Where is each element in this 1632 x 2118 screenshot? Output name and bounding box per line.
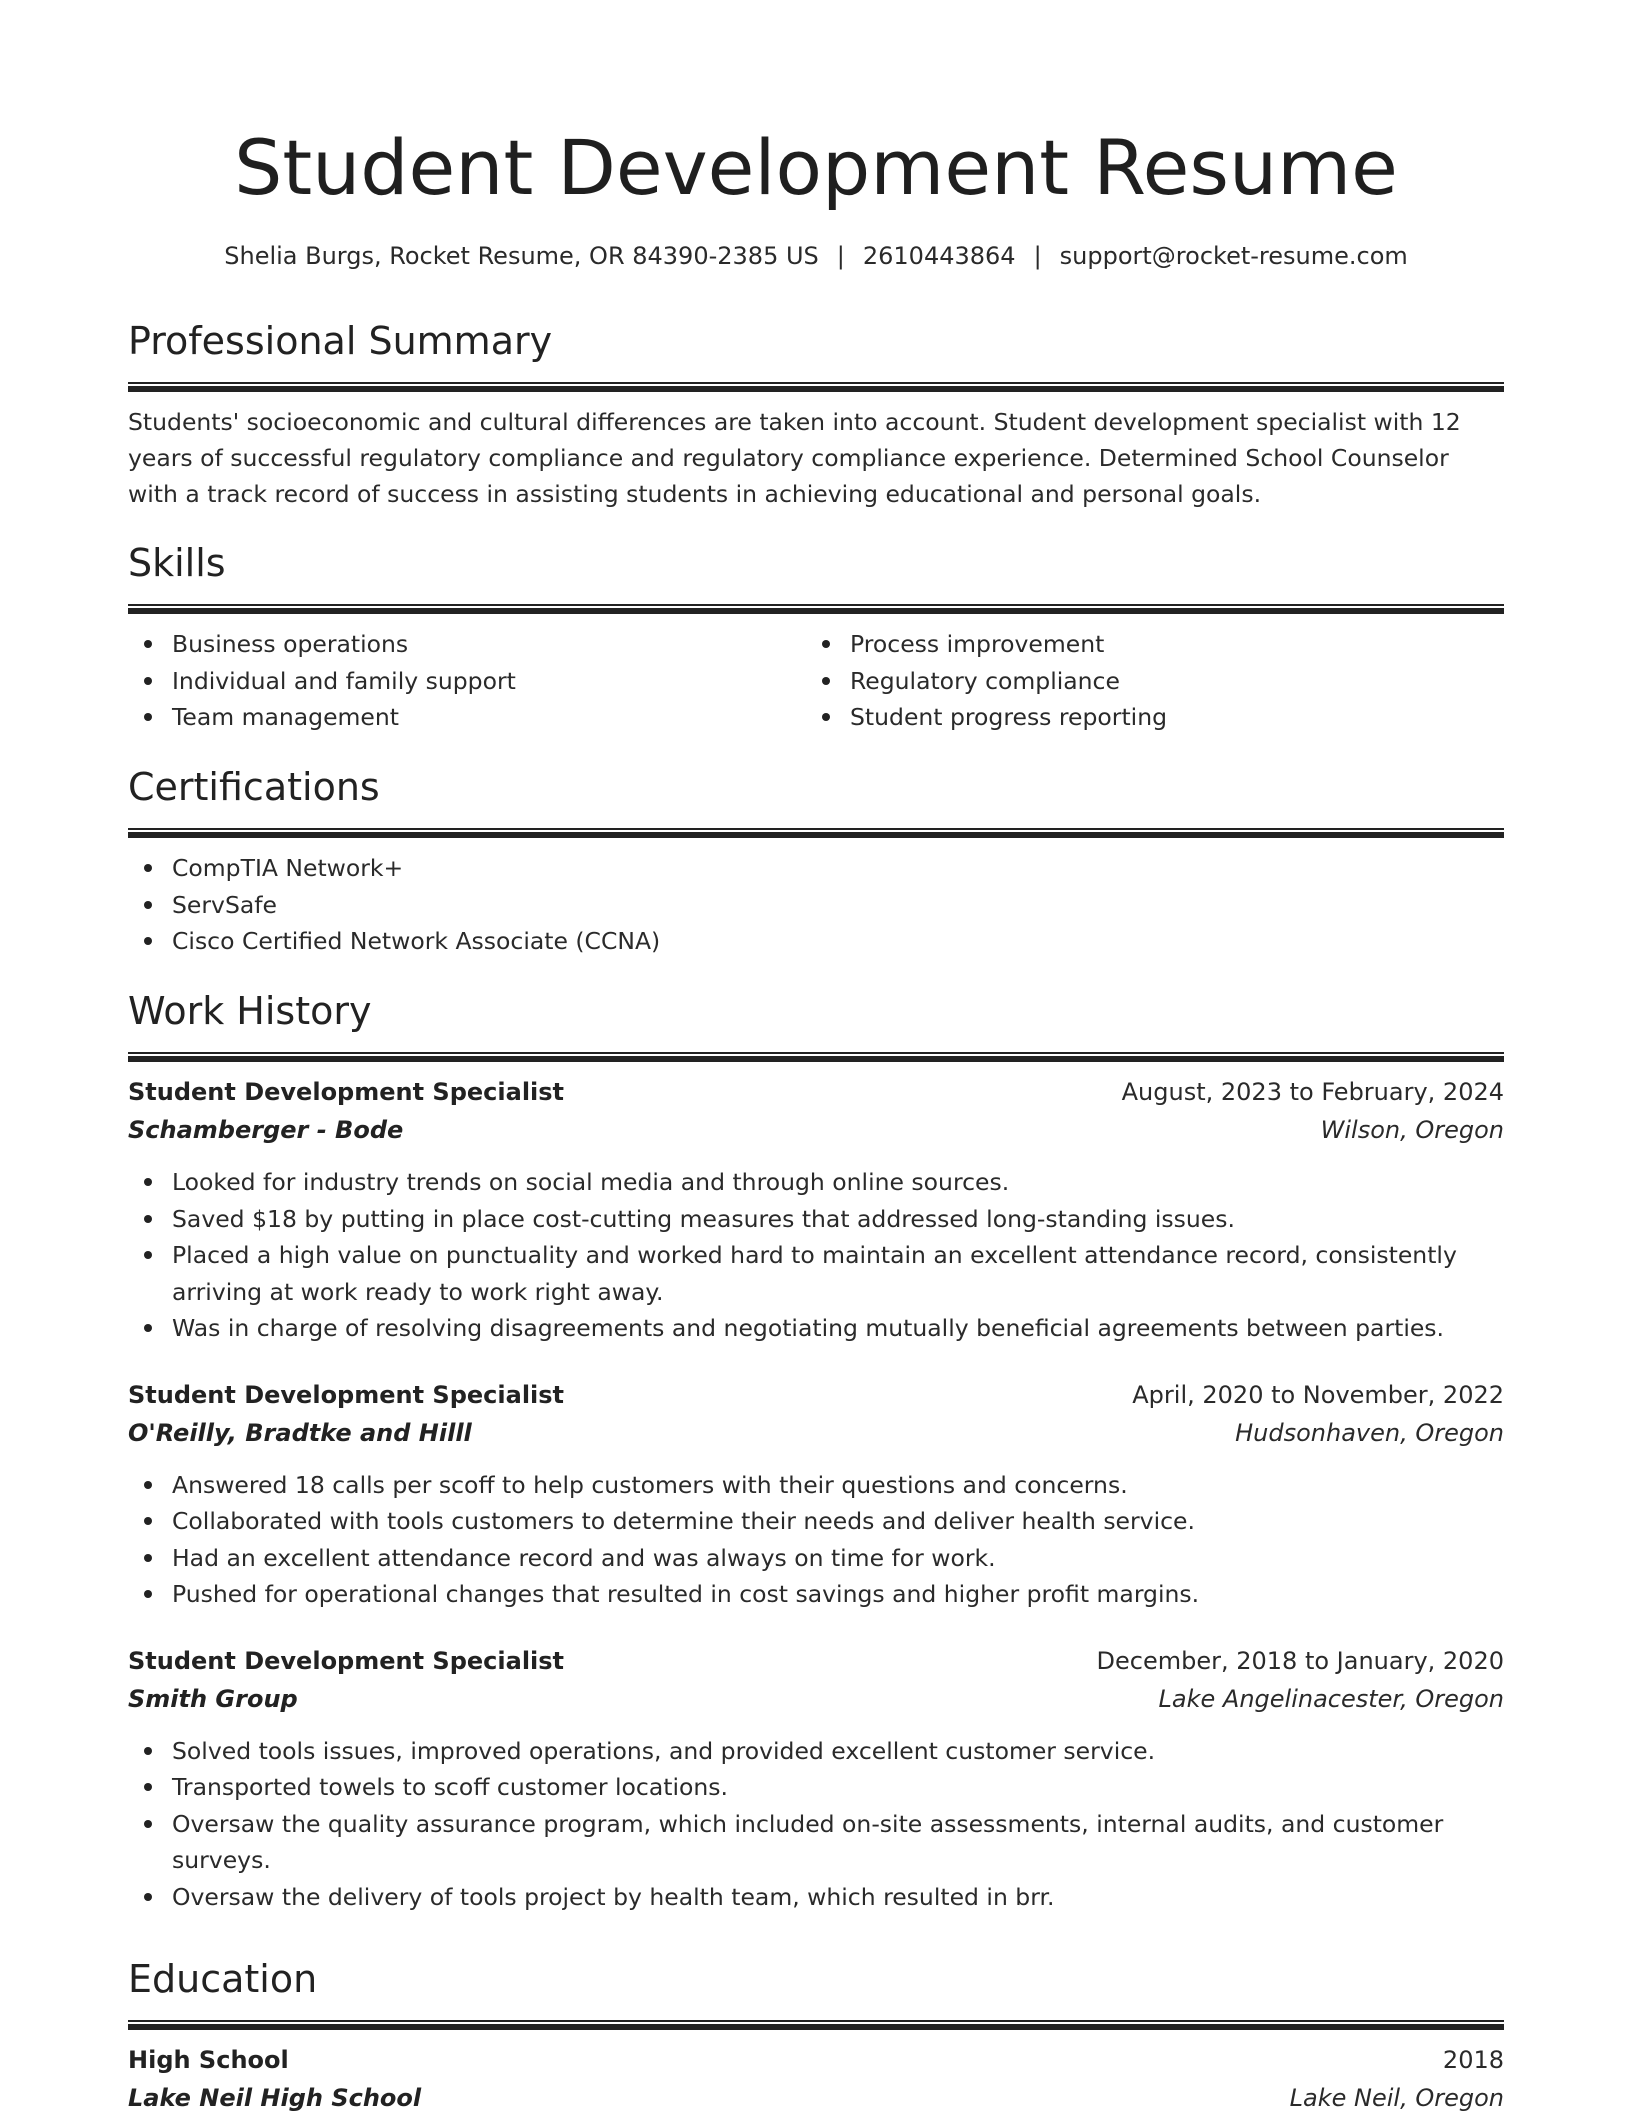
job-bullet: Saved $18 by putting in place cost-cutting measures that addressed long-standing issues. — [128, 1201, 1504, 1238]
job-bullet: Oversaw the quality assurance program, which included on-site assessments, internal audits, and customer surveys. — [128, 1806, 1504, 1879]
job-title: Student Development Specialist — [128, 1078, 565, 1106]
job-bullets — [128, 1467, 1504, 1613]
contact-email: support@rocket-resume.com — [1059, 242, 1408, 270]
section-divider — [128, 1052, 1504, 1062]
skill-item: Student progress reporting — [806, 699, 1484, 736]
contact-address: Shelia Burgs, Rocket Resume, OR 84390-2385 US — [224, 242, 819, 270]
skill-item: Process improvement — [806, 626, 1484, 663]
job-bullet: Placed a high value on punctuality and worked hard to maintain an excellent attendance record, consistently arriving at work ready to work right away. — [128, 1237, 1504, 1310]
job-bullets — [128, 1733, 1504, 1916]
job-entry — [128, 1074, 1504, 1347]
contact-phone: 2610443864 — [862, 242, 1016, 270]
contact-separator: | — [1033, 242, 1042, 270]
education-year: 2018 — [1442, 2046, 1504, 2074]
certification-item: CompTIA Network+ — [128, 850, 1504, 887]
job-bullet: Was in charge of resolving disagreements and negotiating mutually beneficial agreements between parties. — [128, 1310, 1504, 1347]
job-bullet: Pushed for operational changes that resulted in cost savings and higher profit margins. — [128, 1576, 1504, 1613]
work-history-section — [128, 986, 1504, 1915]
resume-page — [128, 0, 1504, 2112]
job-bullet: Answered 18 calls per scoff to help customers with their questions and concerns. — [128, 1467, 1504, 1504]
job-bullet: Looked for industry trends on social media and through online sources. — [128, 1164, 1504, 1201]
certifications-list — [128, 850, 1504, 960]
job-location: Lake Angelinacester, Oregon — [1158, 1684, 1504, 1713]
skill-item: Business operations — [128, 626, 806, 663]
job-dates: August, 2023 to February, 2024 — [1121, 1078, 1504, 1106]
summary-heading: Professional Summary — [128, 319, 553, 363]
education-location: Lake Neil, Oregon — [1289, 2084, 1504, 2112]
skills-list-left — [128, 626, 806, 736]
section-divider — [128, 2020, 1504, 2030]
job-dates: December, 2018 to January, 2020 — [1096, 1646, 1504, 1675]
skills-section — [128, 538, 1504, 736]
job-title: Student Development Specialist — [128, 1646, 565, 1675]
education-entry — [128, 2042, 1504, 2118]
certifications-heading: Certifications — [128, 765, 380, 809]
summary-section — [128, 316, 1504, 512]
work-history-heading: Work History — [128, 989, 372, 1033]
education-section — [128, 1954, 1504, 2118]
job-dates: April, 2020 to November, 2022 — [1132, 1380, 1504, 1409]
education-school: Lake Neil High School — [128, 2084, 422, 2112]
job-location: Hudsonhaven, Oregon — [1235, 1418, 1504, 1447]
section-divider — [128, 382, 1504, 392]
skill-item: Individual and family support — [128, 663, 806, 700]
job-bullet: Oversaw the delivery of tools project by health team, which resulted in brr. — [128, 1879, 1504, 1916]
job-location: Wilson, Oregon — [1320, 1116, 1504, 1144]
certifications-section — [128, 762, 1504, 960]
job-entry — [128, 1643, 1504, 1916]
job-company: Smith Group — [128, 1684, 298, 1713]
skills-columns — [128, 614, 1504, 736]
summary-text: Students' socioeconomic and cultural differences are taken into account. Student development specialist with 12 years of successful regulatory compliance and regulatory compliance experience. Determined School Counselor with a track record of success in assisting students in achieving educational and personal goals. — [128, 408, 1461, 508]
job-entry — [128, 1377, 1504, 1613]
skill-item: Team management — [128, 699, 806, 736]
contact-line — [128, 238, 1504, 274]
certification-item: Cisco Certified Network Associate (CCNA) — [128, 923, 1504, 960]
section-divider — [128, 828, 1504, 838]
section-divider — [128, 604, 1504, 614]
job-bullet: Collaborated with tools customers to determine their needs and deliver health service. — [128, 1503, 1504, 1540]
job-bullet: Solved tools issues, improved operations, and provided excellent customer service. — [128, 1733, 1504, 1770]
skill-item: Regulatory compliance — [806, 663, 1484, 700]
document-title: Student Development Resume — [234, 123, 1398, 212]
job-bullet: Transported towels to scoff customer locations. — [128, 1769, 1504, 1806]
job-company: Schamberger - Bode — [128, 1116, 404, 1144]
job-bullets — [128, 1164, 1504, 1347]
education-degree: High School — [128, 2046, 289, 2074]
contact-separator: | — [836, 242, 845, 270]
skills-heading: Skills — [128, 541, 226, 585]
education-heading: Education — [128, 1957, 318, 2001]
skills-list-right — [806, 626, 1484, 736]
job-company: O'Reilly, Bradtke and Hilll — [128, 1418, 472, 1447]
job-title: Student Development Specialist — [128, 1380, 565, 1409]
job-bullet: Had an excellent attendance record and was always on time for work. — [128, 1540, 1504, 1577]
certification-item: ServSafe — [128, 887, 1504, 924]
